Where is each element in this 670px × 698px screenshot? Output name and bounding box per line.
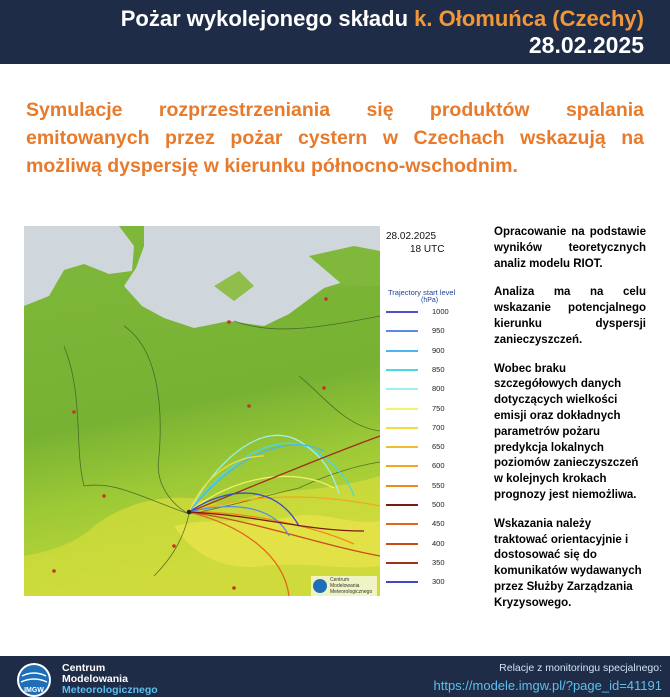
legend-label: 300 bbox=[432, 577, 445, 587]
legend-label: 800 bbox=[432, 384, 445, 394]
legend-row bbox=[386, 346, 456, 356]
page-title bbox=[121, 6, 644, 32]
legend-label: 550 bbox=[432, 480, 445, 490]
legend-label: 350 bbox=[432, 557, 445, 567]
legend-label: 850 bbox=[432, 364, 445, 374]
map-date: 28.02.2025 bbox=[386, 231, 437, 242]
legend-label: 450 bbox=[432, 519, 445, 529]
side-note-3: Wobec braku szczegółowych danych dotyczących wielkości emisji oraz dokładnych parametrów pożaru predykcja lokalnych poziomów zanieczyszczeń w kolejnych krokach prognozy jest niemożliwa. bbox=[494, 362, 639, 501]
map-watermark-line1: Centrum bbox=[330, 577, 350, 583]
legend-row bbox=[386, 365, 456, 375]
side-note-1: Opracowanie na podstawie wyników teoretycznych analiz modelu RIOT. bbox=[494, 226, 646, 270]
monitoring-link[interactable]: https://modele.imgw.pl/?page_id=41191 bbox=[433, 678, 662, 693]
legend-row bbox=[386, 558, 456, 568]
page-date: 28.02.2025 bbox=[528, 32, 644, 58]
legend-row bbox=[386, 307, 456, 317]
legend-row bbox=[386, 577, 456, 587]
map-watermark-logo bbox=[313, 579, 327, 593]
imgw-logo-icon bbox=[16, 662, 52, 698]
source-marker bbox=[187, 510, 191, 514]
title-prefix: Pożar wykolejonego składu bbox=[120, 6, 415, 31]
legend-row bbox=[386, 384, 456, 394]
map-watermark-line2: Modelowania bbox=[330, 583, 360, 589]
side-note-4: Wskazania należy traktować orientacyjnie i dostosować się do komunikatów wydawanych przez Służby Zarządzania Kryzysowego. bbox=[494, 517, 642, 609]
legend-row bbox=[386, 442, 456, 452]
map-watermark bbox=[311, 576, 377, 596]
legend-unit: (hPa) bbox=[421, 297, 439, 304]
legend-swatch bbox=[386, 543, 418, 545]
org-name bbox=[62, 663, 158, 696]
org-line-1: Centrum bbox=[62, 662, 106, 674]
legend-label: 950 bbox=[432, 326, 445, 336]
side-note-2: Analiza ma na celu wskazanie potencjalnego kierunku dyspersji zanieczyszczeń. bbox=[494, 286, 646, 346]
legend-swatch bbox=[386, 350, 418, 352]
legend-row bbox=[386, 423, 456, 433]
map-watermark-line3: Meteorologicznego bbox=[330, 589, 373, 595]
map-time: 18 UTC bbox=[410, 244, 445, 255]
legend-row bbox=[386, 500, 456, 510]
header-bar bbox=[0, 0, 670, 64]
logo-text: IMGW bbox=[24, 687, 44, 694]
relations-label: Relacje z monitoringu specjalnego: bbox=[499, 662, 662, 674]
legend-swatch bbox=[386, 388, 418, 390]
legend-swatch bbox=[386, 504, 418, 506]
legend-swatch bbox=[386, 330, 418, 332]
legend-swatch bbox=[386, 311, 418, 313]
legend-swatch bbox=[386, 581, 418, 583]
map-watermark-text bbox=[330, 577, 372, 595]
legend-label: 700 bbox=[432, 422, 445, 432]
legend-row bbox=[386, 326, 456, 336]
legend-swatch bbox=[386, 427, 418, 429]
legend-label: 650 bbox=[432, 442, 445, 452]
legend-label: 900 bbox=[432, 345, 445, 355]
legend-row bbox=[386, 404, 456, 414]
legend-row bbox=[386, 481, 456, 491]
legend-label: 600 bbox=[432, 461, 445, 471]
legend-swatch bbox=[386, 369, 418, 371]
legend-swatch bbox=[386, 485, 418, 487]
side-notes bbox=[494, 225, 646, 625]
legend-label: 400 bbox=[432, 538, 445, 548]
legend-row bbox=[386, 519, 456, 529]
footer-bar bbox=[0, 656, 670, 697]
map-svg bbox=[24, 226, 380, 596]
legend-swatch bbox=[386, 408, 418, 410]
legend-row bbox=[386, 461, 456, 471]
org-line-2: Modelowania bbox=[62, 673, 128, 685]
org-line-3: Meteorologicznego bbox=[62, 684, 158, 696]
legend-swatch bbox=[386, 465, 418, 467]
legend-swatch bbox=[386, 523, 418, 525]
title-location: k. Ołomuńca (Czechy) bbox=[414, 6, 644, 31]
legend-swatch bbox=[386, 446, 418, 448]
legend-label: 1000 bbox=[432, 307, 449, 316]
legend-label: 750 bbox=[432, 403, 445, 413]
legend-label: 500 bbox=[432, 500, 445, 509]
legend-swatch bbox=[386, 562, 418, 564]
legend-title: Trajectory start level bbox=[388, 288, 456, 297]
legend-row bbox=[386, 539, 456, 549]
trajectory-map bbox=[24, 226, 380, 596]
lead-paragraph: Symulacje rozprzestrzeniania się produktów spalania emitowanych przez pożar cystern w Czechach wskazują na możliwą dyspersję w kierunku północno-wschodnim. bbox=[26, 99, 644, 177]
